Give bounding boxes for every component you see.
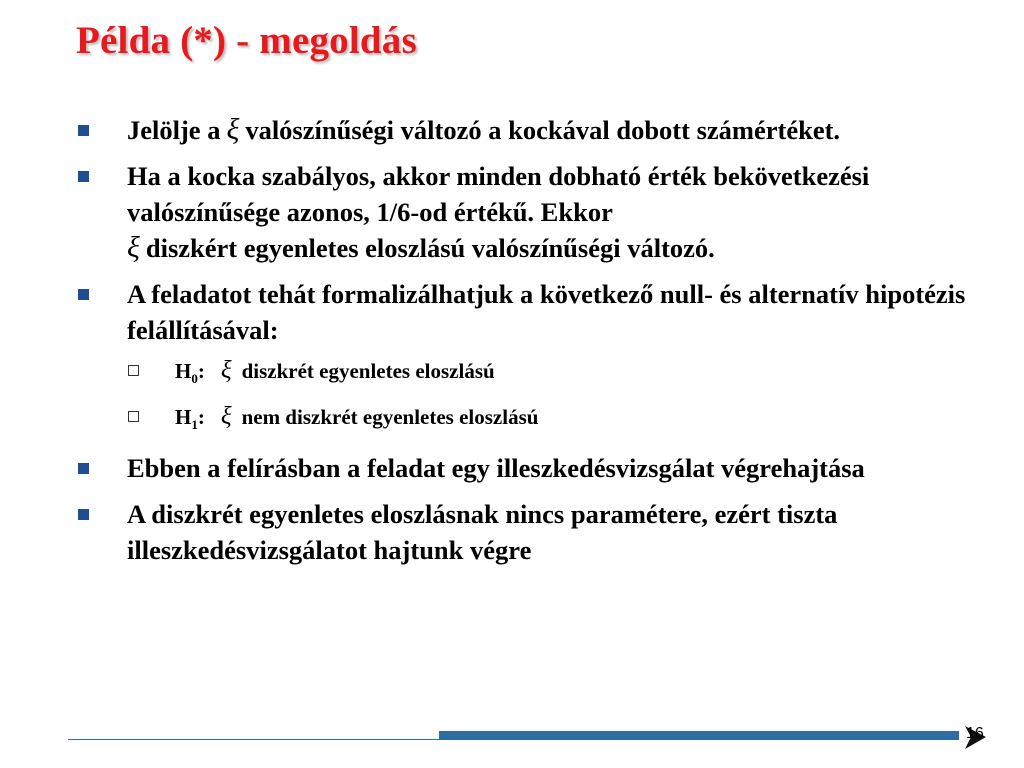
square-bullet-icon [78,171,89,182]
square-bullet-icon [78,125,89,136]
hypothesis-colon: : [197,405,205,430]
bullet-1-text-end: valószínűségi változó a kockával dobott számértéket. [245,115,841,145]
xi-symbol: ξ [220,357,232,384]
hypothesis-label: H [175,405,192,430]
footer-thin-rule [68,739,439,740]
bullet-item-1 [78,112,978,148]
hypothesis-colon: : [197,359,205,383]
bullet-item-3 [78,276,978,348]
bullet-item-5 [78,496,978,568]
square-bullet-icon [78,289,89,300]
bullet-1-text-start: Jelölje a [127,115,221,145]
hypothesis-index: 0 [191,371,198,387]
hypothesis-alternative [78,402,978,440]
slide-title: Példa (*) - megoldás [76,19,417,62]
bullet-item-2 [78,158,978,266]
square-bullet-icon [78,463,89,474]
bullet-2-text-end: diszkért egyenletes eloszlású valószínűségi változó. [145,233,715,263]
footer-thick-rule [439,731,959,740]
hollow-square-bullet-icon [128,365,139,376]
page-number: 16 [966,725,984,742]
slide-content [78,112,978,578]
hypothesis-index: 1 [191,417,198,433]
hypothesis-text: diszkrét egyenletes eloszlású [241,359,495,383]
bullet-4-text: Ebben a felírásban a feladat egy illeszkedésvizsgálat végrehajtása [127,453,865,484]
xi-symbol: ξ [127,231,140,264]
bullet-2-text-start: Ha a kocka szabályos, akkor minden dobható érték bekövetkezési valószínűsége azonos, 1/6-od értékű. Ekkor [127,161,870,227]
xi-symbol: ξ [226,113,240,146]
xi-symbol: ξ [220,403,232,431]
hypothesis-label: H [175,359,192,383]
square-bullet-icon [78,509,89,520]
hollow-square-bullet-icon [128,411,139,422]
hypothesis-null [78,356,978,394]
hypothesis-text: nem diszkrét egyenletes eloszlású [241,405,539,430]
bullet-3-text: A feladatot tehát formalizálhatjuk a következő null- és alternatív hipotézis felállításával: [127,279,966,345]
bullet-5-text: A diszkrét egyenletes eloszlásnak nincs paramétere, ezért tiszta illeszkedésvizsgálatot hajtunk végre [127,499,838,566]
bullet-item-4 [78,450,978,486]
